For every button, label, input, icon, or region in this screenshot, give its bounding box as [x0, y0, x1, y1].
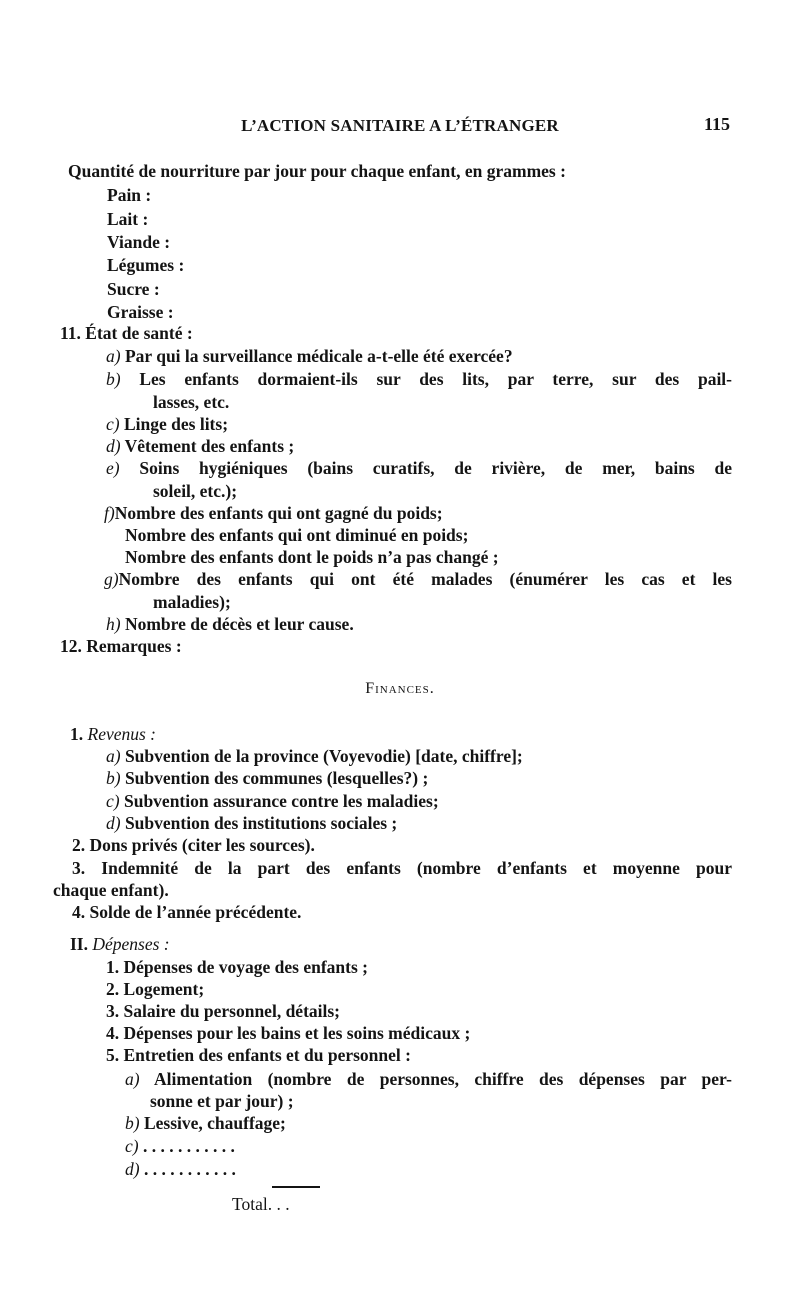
text-line: Sucre :	[107, 279, 160, 299]
list-item: d) Vêtement des enfants ;	[106, 436, 295, 456]
text-line: Lait :	[107, 209, 149, 229]
total-line: Total. . .	[232, 1194, 290, 1214]
list-item: 2. Dons privés (citer les sources).	[72, 835, 315, 855]
list-item: 4. Dépenses pour les bains et les soins médicaux ;	[106, 1023, 471, 1043]
list-item: c) . . . . . . . . . . .	[125, 1136, 235, 1156]
list-item: 4. Solde de l’année précédente.	[72, 902, 302, 922]
list-item: a) Par qui la surveillance médicale a-t-elle été exercée?	[106, 346, 513, 366]
list-item: b) Lessive, chauffage;	[125, 1113, 286, 1133]
text-line: Graisse :	[107, 302, 174, 322]
list-item: 11. État de santé :	[60, 323, 193, 343]
list-item: II. Dépenses :	[70, 934, 170, 954]
list-item: c) Subvention assurance contre les maladies;	[106, 791, 439, 811]
list-item: d) . . . . . . . . . . .	[125, 1159, 236, 1179]
list-item: a) Alimentation (nombre de personnes, chiffre des dépenses par per-	[125, 1069, 732, 1089]
list-item: 3. Indemnité de la part des enfants (nombre d’enfants et moyenne pour	[72, 858, 732, 878]
list-item: d) Subvention des institutions sociales ;	[106, 813, 398, 833]
text-line: Viande :	[107, 232, 171, 252]
total-rule	[272, 1186, 320, 1188]
text-line: sonne et par jour) ;	[150, 1091, 294, 1111]
list-item: c) Linge des lits;	[106, 414, 229, 434]
list-item: b) Les enfants dormaient-ils sur des lits, par terre, sur des pail-	[106, 369, 732, 389]
section-title: Finances.	[365, 680, 435, 697]
text-line: maladies);	[153, 592, 231, 612]
running-title: L’ACTION SANITAIRE A L’ÉTRANGER	[241, 116, 559, 135]
list-item: b) Subvention des communes (lesquelles?) ;	[106, 768, 429, 788]
text-line: Pain :	[107, 185, 152, 205]
text-line: Nombre des enfants qui ont diminué en poids;	[125, 525, 469, 545]
list-item: h) Nombre de décès et leur cause.	[106, 614, 354, 634]
list-item: 5. Entretien des enfants et du personnel :	[106, 1045, 411, 1065]
list-item: 1. Revenus :	[70, 724, 157, 744]
list-item: 12. Remarques :	[60, 636, 182, 656]
text-line: lasses, etc.	[153, 392, 230, 412]
list-item: 3. Salaire du personnel, détails;	[106, 1001, 341, 1021]
list-item: 2. Logement;	[106, 979, 205, 999]
page-header	[0, 112, 800, 142]
page-number: 115	[703, 114, 730, 134]
text-line: Légumes :	[107, 255, 185, 275]
text-line: chaque enfant).	[53, 880, 169, 900]
text-line: Quantité de nourriture par jour pour chaque enfant, en grammes :	[68, 161, 566, 181]
list-item: a) Subvention de la province (Voyevodie) [date, chiffre];	[106, 746, 523, 766]
list-item: e) Soins hygiéniques (bains curatifs, de rivière, de mer, bains de	[106, 458, 732, 478]
list-item: g)Nombre des enfants qui ont été malades (énumérer les cas et les	[104, 569, 732, 589]
list-item: 1. Dépenses de voyage des enfants ;	[106, 957, 369, 977]
list-item: f)Nombre des enfants qui ont gagné du poids;	[104, 503, 443, 523]
text-line: Nombre des enfants dont le poids n’a pas changé ;	[125, 547, 499, 567]
text-line: soleil, etc.);	[153, 481, 238, 501]
